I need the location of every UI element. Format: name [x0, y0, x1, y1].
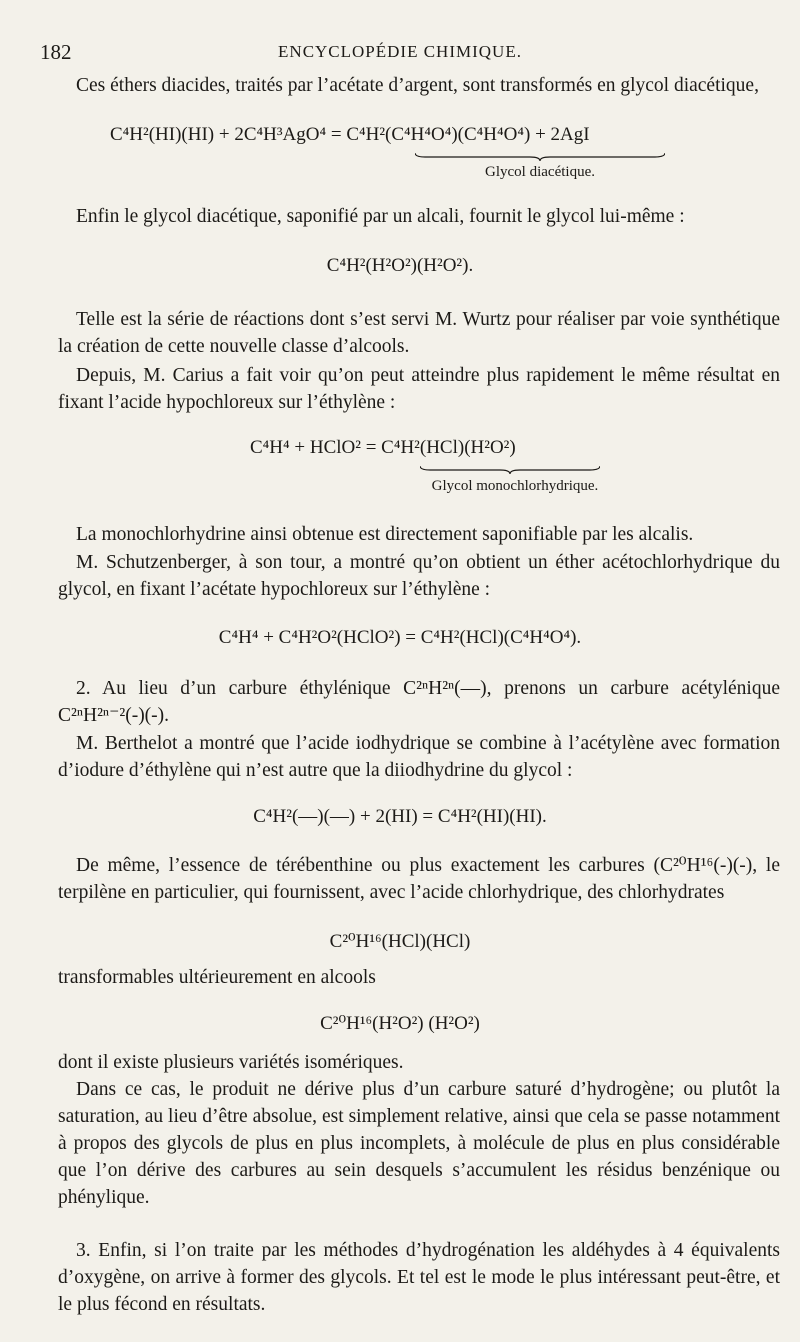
paragraph-text: Enfin le glycol diacétique, saponifié par un alcali, fournit le glycol lui-même :	[76, 206, 685, 227]
formula-label: Glycol diacétique.	[485, 164, 595, 180]
paragraph	[58, 521, 780, 548]
formula: C⁴H⁴ + HClO² = C⁴H²(HCl)(H²O²)	[250, 437, 516, 458]
formula: C²⁰H¹⁶(HCl)(HCl)	[329, 931, 471, 952]
formula: C⁴H²(H²O²)(H²O²).	[326, 255, 474, 276]
paragraph-text: M. Schutzenberger, à son tour, a montré qu’on obtient un éther acétochlorhydrique du glycol, en fixant l’acétate hypochloreux sur l’éthylène :	[58, 552, 780, 600]
paragraph-text: transformables ultérieurement en alcools	[58, 967, 376, 988]
formula: C⁴H²(HI)(HI) + 2C⁴H³AgO⁴ = C⁴H²(C⁴H⁴O⁴)(C⁴H⁴O⁴) + 2AgI	[110, 124, 590, 145]
underbrace	[415, 152, 665, 162]
paragraph	[58, 362, 780, 416]
paragraph-text: 2. Au lieu d’un carbure éthylénique C²ⁿH²ⁿ(—), prenons un carbure acétylénique C²ⁿH²ⁿ⁻²(-)(-).	[58, 678, 780, 726]
paragraph	[58, 675, 780, 729]
paragraph	[58, 1049, 780, 1076]
paragraph-text: Ces éthers diacides, traités par l’acétate d’argent, sont transformés en glycol diacétique,	[76, 75, 759, 96]
paragraph	[58, 72, 780, 99]
paragraph	[58, 730, 780, 784]
paragraph-text: De même, l’essence de térébenthine ou plus exactement les carbures (C²⁰H¹⁶(-)(-), le terpilène en particulier, qui fournissent, avec l’acide chlorhydrique, des chlorhydrates	[58, 855, 780, 903]
paragraph-text: La monochlorhydrine ainsi obtenue est directement saponifiable par les alcalis.	[76, 524, 694, 545]
paragraph-text: dont il existe plusieurs variétés isomériques.	[58, 1052, 404, 1073]
paragraph	[58, 549, 780, 603]
paragraph-text: Dans ce cas, le produit ne dérive plus d’un carbure saturé d’hydrogène; ou plutôt la saturation, au lieu d’être absolue, est simplement relative, ainsi que cela se passe notamment à propos des glycols de plus en plus incomplets, à molécule de plus en plus considérable que l’on dérive des carbures au sein desquels s’accumulent les résidus benzénique ou phénylique.	[58, 1079, 780, 1208]
underbrace	[420, 465, 600, 475]
paragraph	[58, 306, 780, 360]
running-title: ENCYCLOPÉDIE CHIMIQUE.	[278, 42, 522, 61]
paragraph	[58, 1076, 780, 1211]
formula-label: Glycol monochlorhydrique.	[431, 478, 599, 494]
paragraph	[58, 964, 780, 991]
paragraph-text: M. Berthelot a montré que l’acide iodhydrique se combine à l’acétylène avec formation d’iodure d’éthylène qui n’est autre que la diiodhydrine du glycol :	[58, 733, 780, 781]
formula: C⁴H⁴ + C⁴H²O²(HClO²) = C⁴H²(HCl)(C⁴H⁴O⁴).	[218, 627, 582, 648]
paragraph	[58, 203, 780, 230]
paragraph	[58, 852, 780, 906]
page-number: 182	[40, 40, 72, 64]
formula: C⁴H²(—)(—) + 2(HI) = C⁴H²(HI)(HI).	[253, 806, 547, 827]
paragraph	[58, 1237, 780, 1318]
paragraph-text: 3. Enfin, si l’on traite par les méthodes d’hydrogénation les aldéhydes à 4 équivalents d’oxygène, on arrive à former des glycols. Et tel est le mode le plus intéressant peut-être, et le plus fécond en résultats.	[58, 1240, 780, 1315]
paragraph-text: Depuis, M. Carius a fait voir qu’on peut atteindre plus rapidement le même résultat en fixant l’acide hypochloreux sur l’éthylène :	[58, 365, 780, 413]
formula: C²⁰H¹⁶(H²O²) (H²O²)	[320, 1013, 480, 1034]
paragraph-text: Telle est la série de réactions dont s’est servi M. Wurtz pour réaliser par voie synthétique la création de cette nouvelle classe d’alcools.	[58, 309, 780, 357]
page-header	[40, 40, 760, 64]
